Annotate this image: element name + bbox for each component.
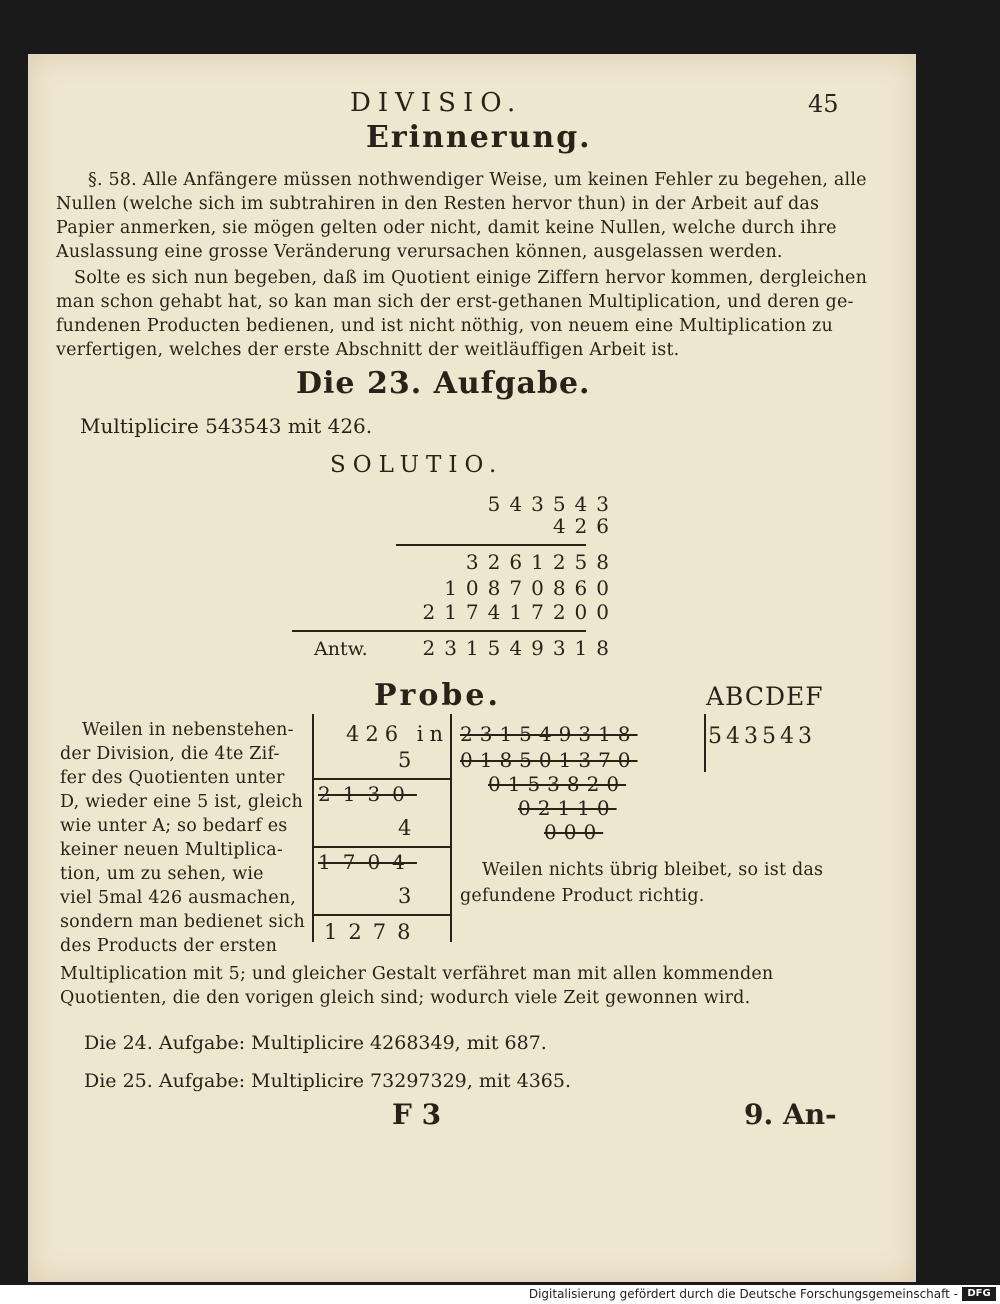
dividend-row-5: 000 [544, 820, 604, 844]
multiplicand: 543543 [487, 492, 618, 516]
quotient-digit-2: 4 [398, 816, 412, 840]
task24: Die 24. Aufgabe: Multiplicire 4268349, mit 687. [84, 1032, 547, 1054]
product-rule-2 [292, 630, 586, 632]
continuation-line-1: Multiplication mit 5; und gleicher Gestalt verfähret man mit allen kommenden [60, 964, 774, 984]
div-col1-rule-1 [314, 778, 450, 780]
probe-left-line-3: fer des Quotienten unter [60, 768, 285, 788]
probe-left-line-10: des Products der ersten [60, 936, 278, 956]
probe-right-line-2: gefundene Product richtig. [460, 886, 705, 906]
probe-right-line-1: Weilen nichts übrig bleibet, so ist das [482, 860, 824, 880]
probe-left-line-2: der Division, die 4te Zif- [60, 744, 280, 764]
paragraph2-line-4: verfertigen, welches der erste Abschnitt der weitläuffigen Arbeit ist. [56, 340, 680, 360]
probe-left-line-8: viel 5mal 426 ausmachen, [60, 888, 297, 908]
probe-left-line-9: sondern man bedienet sich [60, 912, 305, 932]
probe-letters-value: 543543 [708, 724, 816, 749]
paragraph2-line-3: fundenen Producten bedienen, und ist nicht nöthig, von neuem eine Multiplication zu [56, 316, 833, 336]
probe-left-line-5: wie unter A; so bedarf es [60, 816, 288, 836]
probe-left-line-4: D, wieder eine 5 ist, gleich [60, 792, 303, 812]
solutio-heading: SOLUTIO. [330, 452, 504, 478]
quotient-digit-1: 5 [398, 748, 412, 772]
paragraph1-line-1: §. 58. Alle Anfängere müssen nothwendiger Weise, um keinen Fehler zu begehen, alle [88, 170, 867, 190]
div-col1-rule-2 [314, 846, 450, 848]
book-page [28, 54, 916, 1282]
multiplier: 426 [552, 514, 618, 538]
catchword: 9. An- [744, 1098, 837, 1131]
dfg-logo: DFG [962, 1287, 996, 1301]
partial-product-3: 217417200 [422, 600, 618, 624]
section-title: Erinnerung. [366, 120, 592, 155]
dividend-row-3: 0153820 [488, 772, 627, 796]
quotient-digit-3: 3 [398, 884, 412, 908]
div-col2-right-rule [704, 714, 706, 772]
partial-product-2: 10870860 [444, 576, 618, 600]
div-col1-rule-3 [314, 914, 450, 916]
remainder-3: 1278 [324, 920, 422, 944]
probe-left-line-1: Weilen in nebenstehen- [82, 720, 294, 740]
probe-left-line-7: tion, um zu sehen, wie [60, 864, 264, 884]
page-number: 45 [808, 90, 839, 118]
remainder-1: 2130 [318, 782, 417, 806]
product-rule-1 [396, 544, 586, 546]
continuation-line-2: Quotienten, die den vorigen gleich sind; wodurch viele Zeit gewonnen wird. [60, 988, 751, 1008]
paragraph2-line-2: man schon gehabt hat, so kan man sich der erst-gethanen Multiplication, und deren ge- [56, 292, 854, 312]
task25: Die 25. Aufgabe: Multiplicire 73297329, mit 4365. [84, 1070, 572, 1092]
paragraph1-line-4: Auslassung eine grosse Veränderung verursachen können, ausgelassen werden. [56, 242, 783, 262]
task23-title: Die 23. Aufgabe. [296, 366, 591, 401]
paragraph1-line-3: Papier anmerken, sie mögen gelten oder nicht, damit keine Nullen, welche durch ihre [56, 218, 837, 238]
footer-bar [0, 1285, 1000, 1304]
answer-value: 231549318 [422, 636, 618, 660]
answer-label: Antw. [314, 638, 368, 660]
paragraph1-line-2: Nullen (welche sich im subtrahiren in den Resten hervor thun) in der Arbeit auf das [56, 194, 820, 214]
paragraph2-line-1: Solte es sich nun begeben, daß im Quotient einige Ziffern hervor kommen, dergleichen [74, 268, 868, 288]
probe-left-line-6: keiner neuen Multiplica- [60, 840, 283, 860]
divisor-line: 426 in [346, 722, 449, 746]
probe-letters: ABCDEF [706, 682, 824, 711]
dividend-row-1: 231549318 [460, 722, 638, 746]
partial-product-1: 3261258 [465, 550, 618, 574]
signature-mark: F 3 [392, 1098, 442, 1131]
footer-text: Digitalisierung gefördert durch die Deutsche Forschungsgemeinschaft - [528, 1287, 958, 1301]
probe-title: Probe. [374, 678, 501, 713]
remainder-2: 1704 [318, 850, 417, 874]
dividend-row-2: 018501370 [460, 748, 638, 772]
dividend-row-4: 02110 [518, 796, 617, 820]
div-col1-left-rule [312, 714, 314, 942]
running-title: DIVISIO. [350, 88, 523, 118]
div-col1-right-rule [450, 714, 452, 942]
task23-statement: Multiplicire 543543 mit 426. [80, 414, 373, 438]
